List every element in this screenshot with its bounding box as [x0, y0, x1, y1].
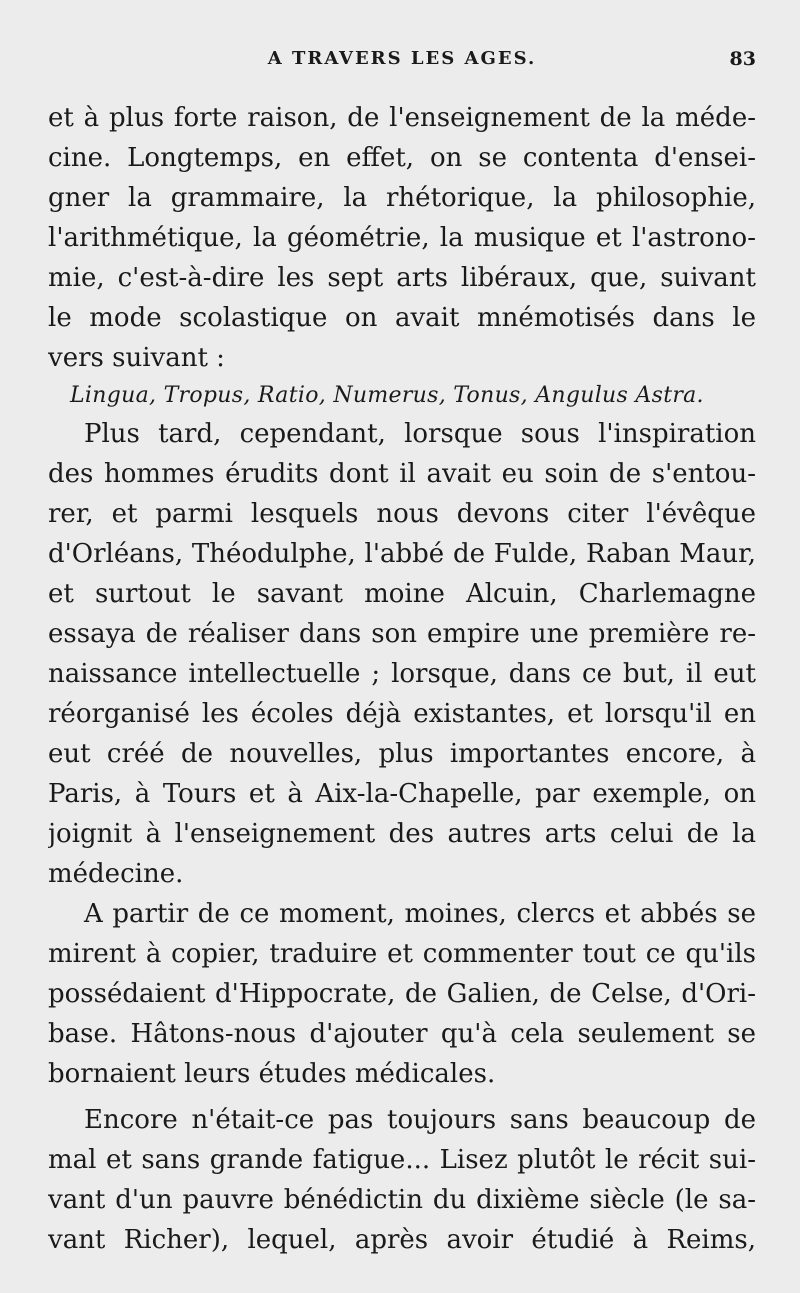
text-line: des hommes érudits dont il avait eu soin de s'entou- [48, 459, 756, 489]
page-number: 83 [729, 48, 756, 70]
text-line: vant d'un pauvre bénédictin du dixième siècle (le sa- [48, 1185, 756, 1215]
text-line: joignit à l'enseignement des autres arts celui de la [48, 819, 756, 849]
paragraph [48, 414, 756, 894]
text-line: vers suivant : [48, 343, 225, 373]
paragraph [48, 1100, 756, 1260]
text-line: d'Orléans, Théodulphe, l'abbé de Fulde, Raban Maur, [48, 539, 756, 569]
text-line: essaya de réaliser dans son empire une première re- [48, 619, 756, 649]
text-line: médecine. [48, 859, 184, 889]
verse-quote: Lingua, Tropus, Ratio, Numerus, Tonus, Angulus Astra. [70, 383, 704, 408]
text-line: réorganisé les écoles déjà existantes, et lorsqu'il en [48, 699, 756, 729]
text-line: vant Richer), lequel, après avoir étudié à Reims, [48, 1225, 756, 1255]
text-line: Encore n'était-ce pas toujours sans beaucoup de [84, 1105, 756, 1135]
text-line: gner la grammaire, la rhétorique, la philosophie, [48, 183, 756, 213]
text-line: mal et sans grande fatigue... Lisez plutôt le récit sui- [48, 1145, 756, 1175]
text-line: possédaient d'Hippocrate, de Galien, de Celse, d'Ori- [48, 979, 756, 1009]
text-line: bornaient leurs études médicales. [48, 1059, 496, 1089]
text-line: le mode scolastique on avait mnémotisés dans le [48, 303, 756, 333]
text-line: mirent à copier, traduire et commenter tout ce qu'ils [48, 939, 756, 969]
running-head [48, 48, 756, 76]
paragraph [48, 894, 756, 1094]
text-line: eut créé de nouvelles, plus importantes encore, à [48, 739, 756, 769]
text-line: mie, c'est-à-dire les sept arts libéraux, que, suivant [48, 263, 756, 293]
text-line: base. Hâtons-nous d'ajouter qu'à cela seulement se [48, 1019, 756, 1049]
text-line: cine. Longtemps, en effet, on se contenta d'ensei- [48, 143, 756, 173]
text-line: Paris, à Tours et à Aix-la-Chapelle, par exemple, on [48, 779, 756, 809]
text-line: et surtout le savant moine Alcuin, Charlemagne [48, 579, 756, 609]
text-line: naissance intellectuelle ; lorsque, dans ce but, il eut [48, 659, 756, 689]
text-line: A partir de ce moment, moines, clercs et abbés se [84, 899, 756, 929]
text-line: Plus tard, cependant, lorsque sous l'inspiration [84, 419, 756, 449]
page-body [48, 98, 756, 1260]
paragraph [48, 98, 756, 378]
text-line: et à plus forte raison, de l'enseignement de la méde- [48, 103, 756, 133]
text-line: l'arithmétique, la géométrie, la musique et l'astrono- [48, 223, 756, 253]
text-line: rer, et parmi lesquels nous devons citer l'évêque [48, 499, 756, 529]
running-title: A TRAVERS LES AGES. [267, 48, 537, 69]
